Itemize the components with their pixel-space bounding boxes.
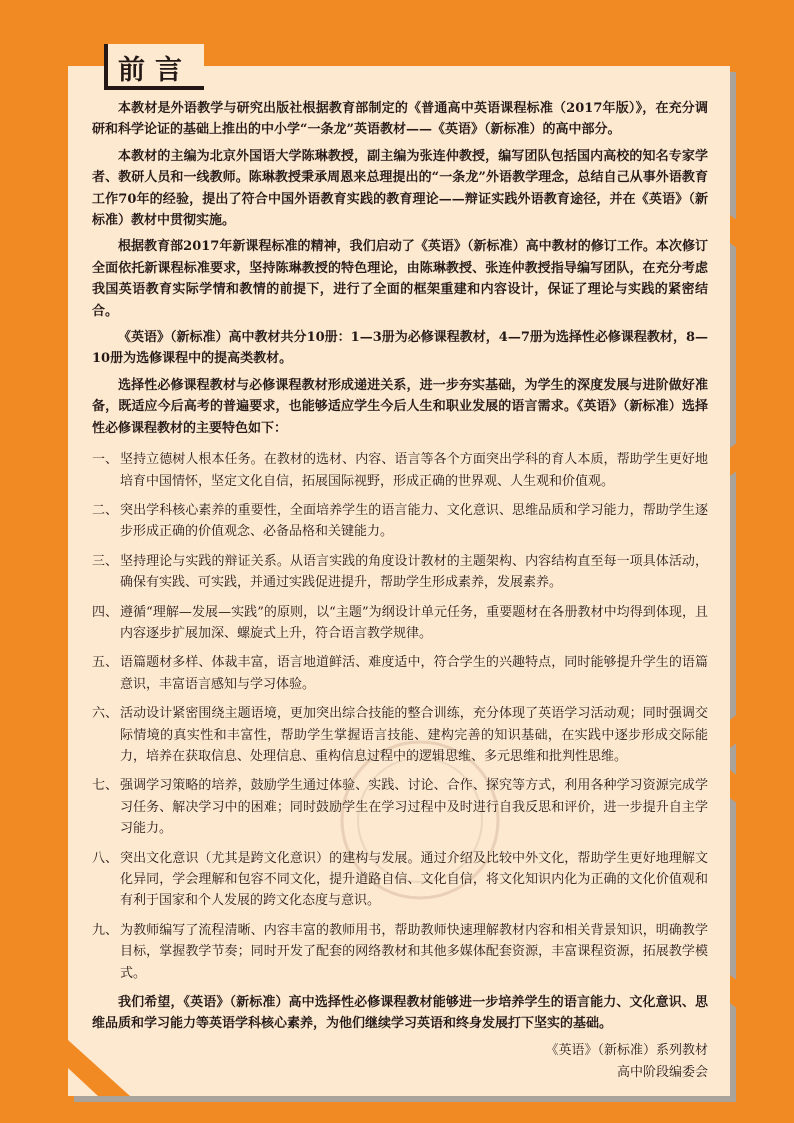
intro-paragraph-4: 《英语》（新标准）高中教材共分10册：1—3册为必修课程教材，4—7册为选择性必修课程教材，8—10册为选修课程中的提高类教材。: [92, 330, 708, 367]
feature-text: 突出学科核心素养的重要性，全面培养学生的语言能力、文化意识、思维品质和学习能力，帮助学生逐步形成正确的价值观念、必备品格和关键能力。: [120, 502, 708, 540]
feature-item: [92, 500, 708, 543]
feature-number: 一、: [92, 452, 119, 468]
page-title: 前言: [118, 55, 192, 86]
closing-paragraph: 我们希望，《英语》（新标准）高中选择性必修课程教材能够进一步培养学生的语言能力、文化意识、思维品质和学习能力等英语学科核心素养，为他们继续学习英语和终身发展打下坚实的基础。: [92, 995, 708, 1032]
feature-item: [92, 920, 708, 984]
feature-text: 突出文化意识（尤其是跨文化意识）的建构与发展。通过介绍及比较中外文化，帮助学生更好地理解文化异同，学会理解和包容不同文化，提升道路自信、文化自信，将文化知识内化为正确的文化价值观和有利于国家和个人发展的跨文化态度与意识。: [120, 850, 708, 909]
stripe-top-1: [210, 0, 340, 66]
feature-item: [92, 775, 708, 839]
stripe-right-2: [730, 400, 794, 476]
feature-text: 坚持立德树人根本任务。在教材的选材、内容、语言等各个方面突出学科的育人本质，帮助学生更好地培育中国情怀，坚定文化自信，拓展国际视野，形成正确的世界观、人生观和价值观。: [120, 452, 708, 489]
feature-number: 四、: [92, 604, 119, 620]
title-tab: [104, 44, 204, 90]
stripe-right-1: [730, 215, 794, 290]
stripe-right-3: [730, 668, 794, 748]
intro-paragraph-2: 本教材的主编为北京外国语大学陈琳教授，副主编为张连仲教授，编写团队包括国内高校的知名专家学者、教研人员和一线教师。陈琳教授秉承周恩来总理提出的“一条龙”外语教学理念，总结自己从事外语教育工作70年的经验，提出了符合中国外语教育实践的教育理论——辩证实践外语教育途径，并在《英语》（新标准）教材中贯彻实施。: [92, 148, 708, 229]
feature-number: 二、: [92, 502, 119, 518]
feature-text: 强调学习策略的培养，鼓励学生通过体验、实践、讨论、合作、探究等方式，利用各种学习资源完成学习任务、解决学习中的困难；同时鼓励学生在学习过程中及时进行自我反思和评价，进一步提升自主学习能力。: [120, 778, 708, 837]
signature-block: [92, 1040, 708, 1084]
feature-number: 七、: [92, 778, 119, 794]
intro-paragraph-1: 本教材是外语教学与研究出版社根据教育部制定的《普通高中英语课程标准（2017年版）》，在充分调研和科学论证的基础上推出的中小学“一条龙”英语教材——《英语》（新标准）的高中部分。: [92, 101, 708, 138]
stripe-left-1: [0, 250, 68, 328]
feature-number: 九、: [92, 922, 119, 938]
feature-item: [92, 703, 708, 767]
feature-item: [92, 602, 708, 645]
feature-item: [92, 848, 708, 912]
feature-text: 语篇题材多样、体裁丰富，语言地道鲜活、难度适中，符合学生的兴趣特点，同时能够提升学生的语篇意识，丰富语言感知与学习体验。: [120, 655, 708, 692]
feature-number: 八、: [92, 850, 119, 866]
main-content: [92, 98, 708, 1084]
feature-number: 六、: [92, 706, 119, 722]
signature-committee: 高中阶段编委会: [616, 1064, 708, 1080]
feature-text: 为教师编写了流程清晰、内容丰富的教师用书，帮助教师快速理解教材内容和相关背景知识，明确教学目标，掌握教学节奏；同时开发了配套的网络教材和其他多媒体配套资源，丰富课程资源，拓展教学模式。: [120, 922, 708, 981]
feature-text: 活动设计紧密围绕主题语境，更加突出综合技能的整合训练，充分体现了英语学习活动观；同时强调交际情境的真实性和丰富性，帮助学生掌握语言技能、建构完善的知识基础，在实践中逐步形成交际能力，培养在获取信息、处理信息、重构信息过程中的逻辑思维、多元思维和批判性思维。: [120, 706, 708, 764]
stripe-top-2: [360, 0, 600, 66]
feature-item: [92, 551, 708, 594]
feature-item: [92, 652, 708, 695]
signature-series: 《英语》（新标准）系列教材: [545, 1042, 708, 1058]
feature-item: [92, 449, 708, 492]
feature-number: 三、: [92, 553, 119, 569]
stripe-right-5: [730, 975, 794, 1053]
feature-text: 坚持理论与实践的辩证关系。从语言实践的角度设计教材的主题架构、内容结构直至每一项具体活动，确保有实践、可实践，并通过实践促进提升，帮助学生形成素养，发展素养。: [120, 553, 708, 591]
intro-paragraph-3: 根据教育部2017年新课程标准的精神，我们启动了《英语》（新标准）高中教材的修订工作。本次修订全面依托新课程标准要求，坚持陈琳教授的特色理论，由陈琳教授、张连仲教授指导编写团队，在充分考虑我国英语教育实际学情和教情的前提下，进行了全面的框架重建和内容设计，保证了理论与实践的紧密结合。: [92, 239, 708, 319]
feature-list: [92, 449, 708, 984]
feature-number: 五、: [92, 655, 119, 671]
stripe-right-4: [730, 770, 794, 848]
feature-text: 遵循“理解—发展—实践”的原则，以“主题”为纲设计单元任务，重要题材在各册教材中均得到体现，且内容逐步扩展加深、螺旋式上升，符合语言教学规律。: [120, 604, 708, 641]
intro-paragraph-5: 选择性必修课程教材与必修课程教材形成递进关系，进一步夯实基础，为学生的深度发展与进阶做好准备，既适应今后高考的普遍要求，也能够适应学生今后人生和职业发展的语言需求。《英语》（新标准）选择性必修课程教材的主要特色如下：: [92, 377, 708, 436]
